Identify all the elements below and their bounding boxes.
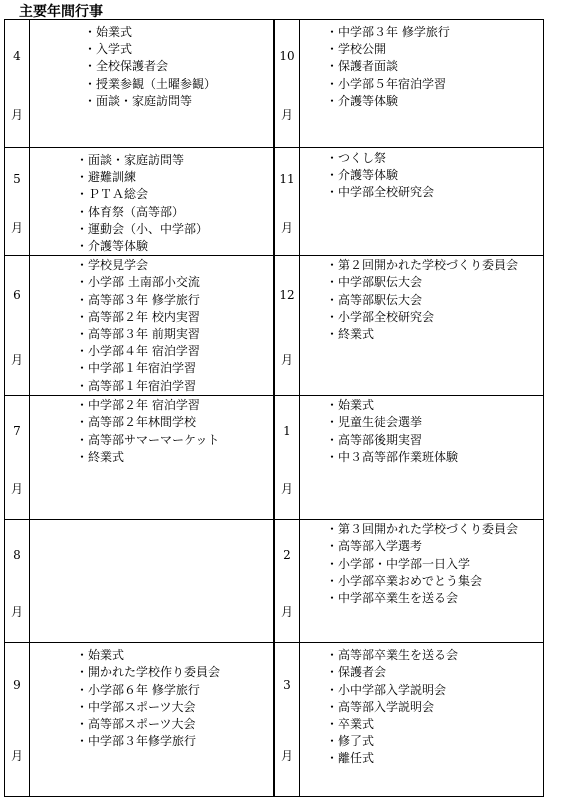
month-number: 5 [13,172,21,186]
event-item: ・ 高等部２年林間学校 [76,414,273,431]
event-item: ・ 高等部３年 前期実習 [76,326,273,343]
event-item: ・ 児童生徒会選挙 [326,414,543,431]
event-item: ・ 高等部２年 校内実習 [76,309,273,326]
month-suffix: 月 [280,749,293,764]
event-item: ・ 始業式 [84,24,273,41]
event-item: ・ 授業参観（土曜参観） [84,76,273,93]
month-number: 1 [283,424,291,439]
month-number: 11 [279,172,295,186]
month-suffix: 月 [10,605,23,620]
events-cell [30,148,274,256]
month-number: 8 [13,548,21,563]
event-item: ・ 修了式 [326,733,543,750]
month-number: 10 [279,49,295,63]
event-item: ・ 学校公開 [326,41,543,58]
event-item: ・ 卒業式 [326,716,543,733]
event-list [30,20,273,110]
event-list [30,256,273,395]
month-row [5,643,544,797]
event-list [30,396,273,466]
event-item: ・ 小中学部入学説明会 [326,682,543,699]
event-list [30,643,273,750]
event-item: ・ 学校見学会 [76,257,273,274]
month-suffix: 月 [280,605,293,620]
event-list [300,20,543,110]
events-cell [300,20,544,148]
event-item: ・ 高等部サマーマーケット [76,432,273,449]
month-row [5,520,544,643]
events-cell [30,396,274,520]
events-cell [30,520,274,643]
event-item: ・ 体育祭（高等部） [76,204,273,221]
month-number: 7 [13,424,21,439]
month-row [5,256,544,396]
month-suffix: 月 [10,353,23,368]
event-item: ・ 介護等体験 [326,93,543,110]
annual-events-table [4,19,544,797]
event-item: ・ 小学部５年宿泊学習 [326,76,543,93]
month-suffix: 月 [10,108,23,122]
month-cell [275,643,300,797]
month-cell [275,396,300,520]
event-item: ・ 中学部駅伝大会 [326,274,543,291]
month-suffix: 月 [280,353,293,368]
event-item: ・ 小学部 土南部小交流 [76,274,273,291]
event-item: ・ つくし祭 [326,150,543,167]
month-number: 12 [279,288,295,303]
month-suffix: 月 [280,108,293,122]
events-cell [30,256,274,396]
event-item: ・ 高等部入学選考 [326,538,543,555]
event-item: ・ 終業式 [326,326,543,343]
event-item: ・ 小学部卒業おめでとう集会 [326,573,543,590]
event-item: ・ 高等部１年宿泊学習 [76,378,273,395]
event-item: ・ 中３高等部作業班体験 [326,449,543,466]
month-number: 2 [283,548,291,563]
event-item: ・ 中学部２年 宿泊学習 [76,397,273,414]
event-item: ・ 全校保護者会 [84,58,273,75]
month-cell [5,20,30,148]
event-item: ・ 小学部６年 修学旅行 [76,682,273,699]
month-cell [275,256,300,396]
event-item: ・ 中学部スポーツ大会 [76,699,273,716]
month-cell [5,256,30,396]
month-suffix: 月 [10,482,23,497]
events-cell [300,256,544,396]
event-item: ・ 始業式 [76,647,273,664]
event-item: ・ 保護者面談 [326,58,543,75]
event-list [300,148,543,202]
event-item: ・ 高等部スポーツ大会 [76,716,273,733]
event-item: ・ 開かれた学校作り委員会 [76,664,273,681]
event-item: ・ 小学部全校研究会 [326,309,543,326]
events-cell [300,643,544,797]
event-item: ・ 終業式 [76,449,273,466]
event-item: ・ 高等部後期実習 [326,432,543,449]
month-row [5,396,544,520]
event-item: ・ 高等部入学説明会 [326,699,543,716]
month-cell [5,643,30,797]
event-item: ・ 中学部３年修学旅行 [76,733,273,750]
event-item: ・ 介護等体験 [326,167,543,184]
events-cell [30,643,274,797]
event-item: ・ 保護者会 [326,664,543,681]
month-suffix: 月 [10,221,23,235]
event-item: ・ 高等部卒業生を送る会 [326,647,543,664]
month-cell [275,148,300,256]
event-item: ・ 避難訓練 [76,169,273,186]
event-list [30,520,273,524]
event-item: ・ 中学部全校研究会 [326,184,543,201]
month-row [5,20,544,148]
month-cell [275,20,300,148]
month-number: 4 [13,49,21,63]
event-item: ・ 第２回開かれた学校づくり委員会 [326,257,543,274]
event-list [300,256,543,343]
event-item: ・ 始業式 [326,397,543,414]
month-number: 3 [283,678,291,693]
events-cell [300,520,544,643]
event-item: ・ 入学式 [84,41,273,58]
events-cell [30,20,274,148]
month-suffix: 月 [280,482,293,497]
event-item: ・ 高等部３年 修学旅行 [76,292,273,309]
event-item: ・ 介護等体験 [76,238,273,255]
event-item: ・ 面談・家庭訪問等 [84,93,273,110]
event-item: ・ 中学部卒業生を送る会 [326,590,543,607]
month-cell [5,148,30,256]
month-row [5,148,544,256]
event-item: ・ 離任式 [326,750,543,767]
month-suffix: 月 [10,749,23,764]
event-item: ・ 運動会（小、中学部） [76,221,273,238]
event-list [300,520,543,607]
event-item: ・ 中学部３年 修学旅行 [326,24,543,41]
event-item: ・ 小学部・中学部一日入学 [326,556,543,573]
month-number: 6 [13,288,21,303]
events-cell [300,396,544,520]
month-cell [5,396,30,520]
page-title: 主要年間行事 [19,4,103,20]
event-item: ・ 中学部１年宿泊学習 [76,360,273,377]
event-list [300,643,543,767]
event-item: ・ 面談・家庭訪問等 [76,152,273,169]
event-item: ・ 第３回開かれた学校づくり委員会 [326,521,543,538]
event-item: ・ ＰＴＡ総会 [76,186,273,203]
month-cell [5,520,30,643]
month-suffix: 月 [280,221,293,235]
month-cell [275,520,300,643]
event-list [300,396,543,466]
event-list [30,148,273,255]
event-item: ・ 小学部４年 宿泊学習 [76,343,273,360]
events-cell [300,148,544,256]
month-number: 9 [13,678,21,693]
event-item: ・ 高等部駅伝大会 [326,292,543,309]
